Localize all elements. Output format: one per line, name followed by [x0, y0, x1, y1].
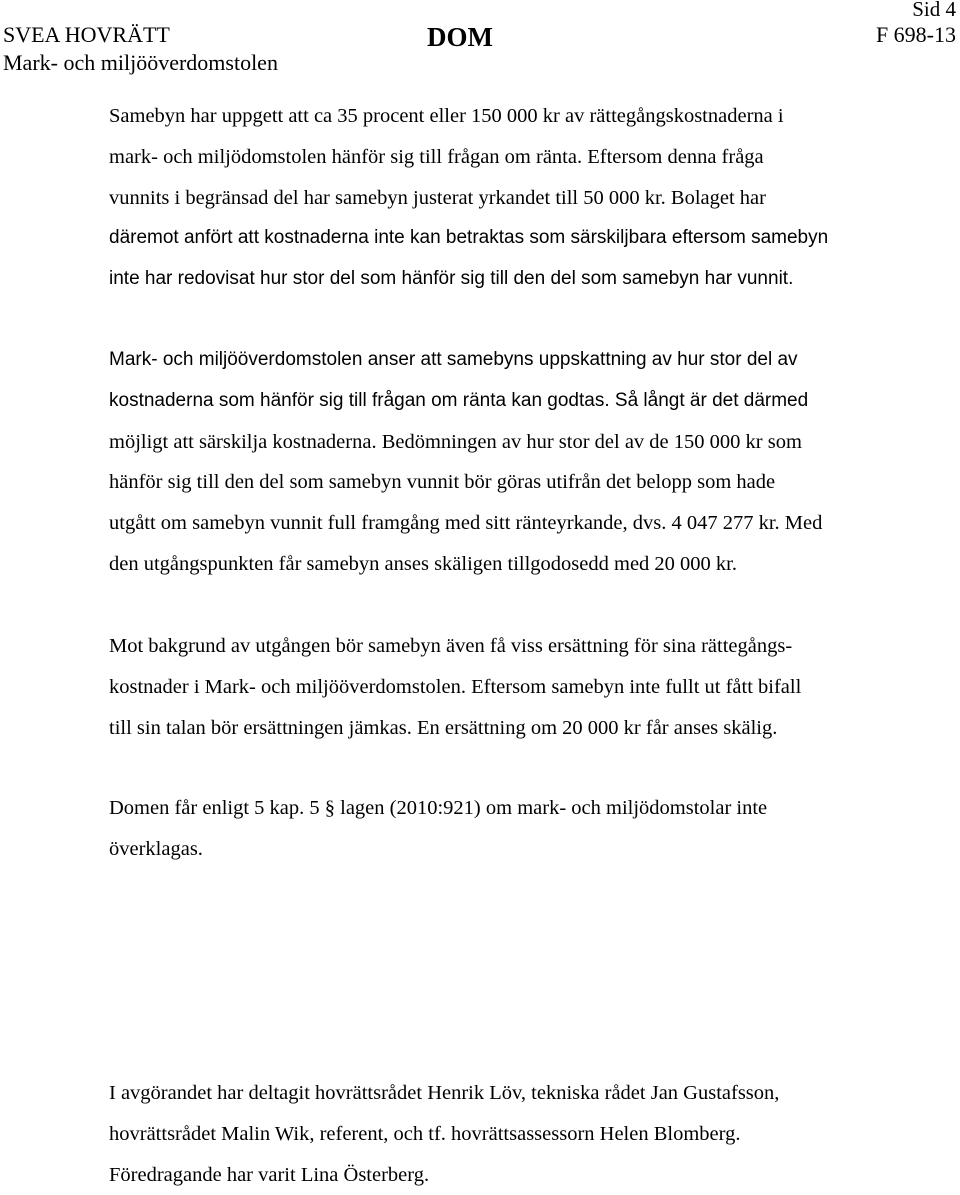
- paragraph-participants: [109, 1073, 909, 1195]
- paragraph-appeal-costs: [109, 626, 909, 748]
- text-line: Samebyn har uppgett att ca 35 procent eller 150 000 kr av rättegångskostnaderna i: [109, 105, 784, 127]
- document-type: DOM: [427, 22, 493, 52]
- text-line: inte har redovisat hur stor del som hänför sig till den del som samebyn har vunnit.: [109, 268, 794, 290]
- text-line: vunnits i begränsad del har samebyn justerat yrkandet till 50 000 kr. Bolaget har: [109, 186, 766, 209]
- text-line: Mot bakgrund av utgången bör samebyn även få viss ersättning för sina rättegångs-: [109, 635, 793, 657]
- court-division: Mark- och miljööverdomstolen: [3, 50, 278, 75]
- text-line: däremot anfört att kostnaderna inte kan betraktas som särskiljbara eftersom samebyn: [109, 227, 829, 249]
- page-number: Sid 4: [912, 0, 956, 21]
- court-name: SVEA HOVRÄTT: [3, 22, 170, 47]
- text-line: hovrättsrådet Malin Wik, referent, och tf. hovrättsassessorn Helen Blomberg.: [109, 1122, 741, 1145]
- text-line: till sin talan bör ersättningen jämkas. En ersättning om 20 000 kr får anses skälig.: [109, 716, 778, 739]
- case-number: F 698-13: [875, 22, 956, 47]
- paragraph-court-assessment: [109, 340, 909, 585]
- text-line: överklagas.: [109, 837, 203, 860]
- text-line: den utgångspunkten får samebyn anses skäligen tillgodosedd med 20 000 kr.: [109, 552, 737, 575]
- paragraph-costs-claim: [109, 96, 909, 300]
- text-line: Domen får enligt 5 kap. 5 § lagen (2010:921) om mark- och miljödomstolar inte: [109, 797, 768, 819]
- text-line: Föredragande har varit Lina Österberg.: [109, 1163, 430, 1186]
- text-line: Mark- och miljööverdomstolen anser att samebyns uppskattning av hur stor del av: [109, 349, 798, 370]
- paragraph-appeal-notice: [109, 788, 909, 870]
- text-line: utgått om samebyn vunnit full framgång med sitt ränteyrkande, dvs. 4 047 277 kr. Med: [109, 512, 823, 535]
- text-line: möjligt att särskilja kostnaderna. Bedömningen av hur stor del av de 150 000 kr som: [109, 430, 802, 453]
- text-line: kostnaderna som hänför sig till frågan om ränta kan godtas. Så långt är det därmed: [109, 389, 809, 411]
- text-line: kostnader i Mark- och miljööverdomstolen. Eftersom samebyn inte fullt ut fått bifall: [109, 675, 802, 698]
- text-line: I avgörandet har deltagit hovrättsrådet Henrik Löv, tekniska rådet Jan Gustafsson,: [109, 1082, 780, 1104]
- text-line: mark- och miljödomstolen hänför sig till frågan om ränta. Eftersom denna fråga: [109, 145, 764, 168]
- text-line: hänför sig till den del som samebyn vunnit bör göras utifrån det belopp som hade: [109, 471, 776, 494]
